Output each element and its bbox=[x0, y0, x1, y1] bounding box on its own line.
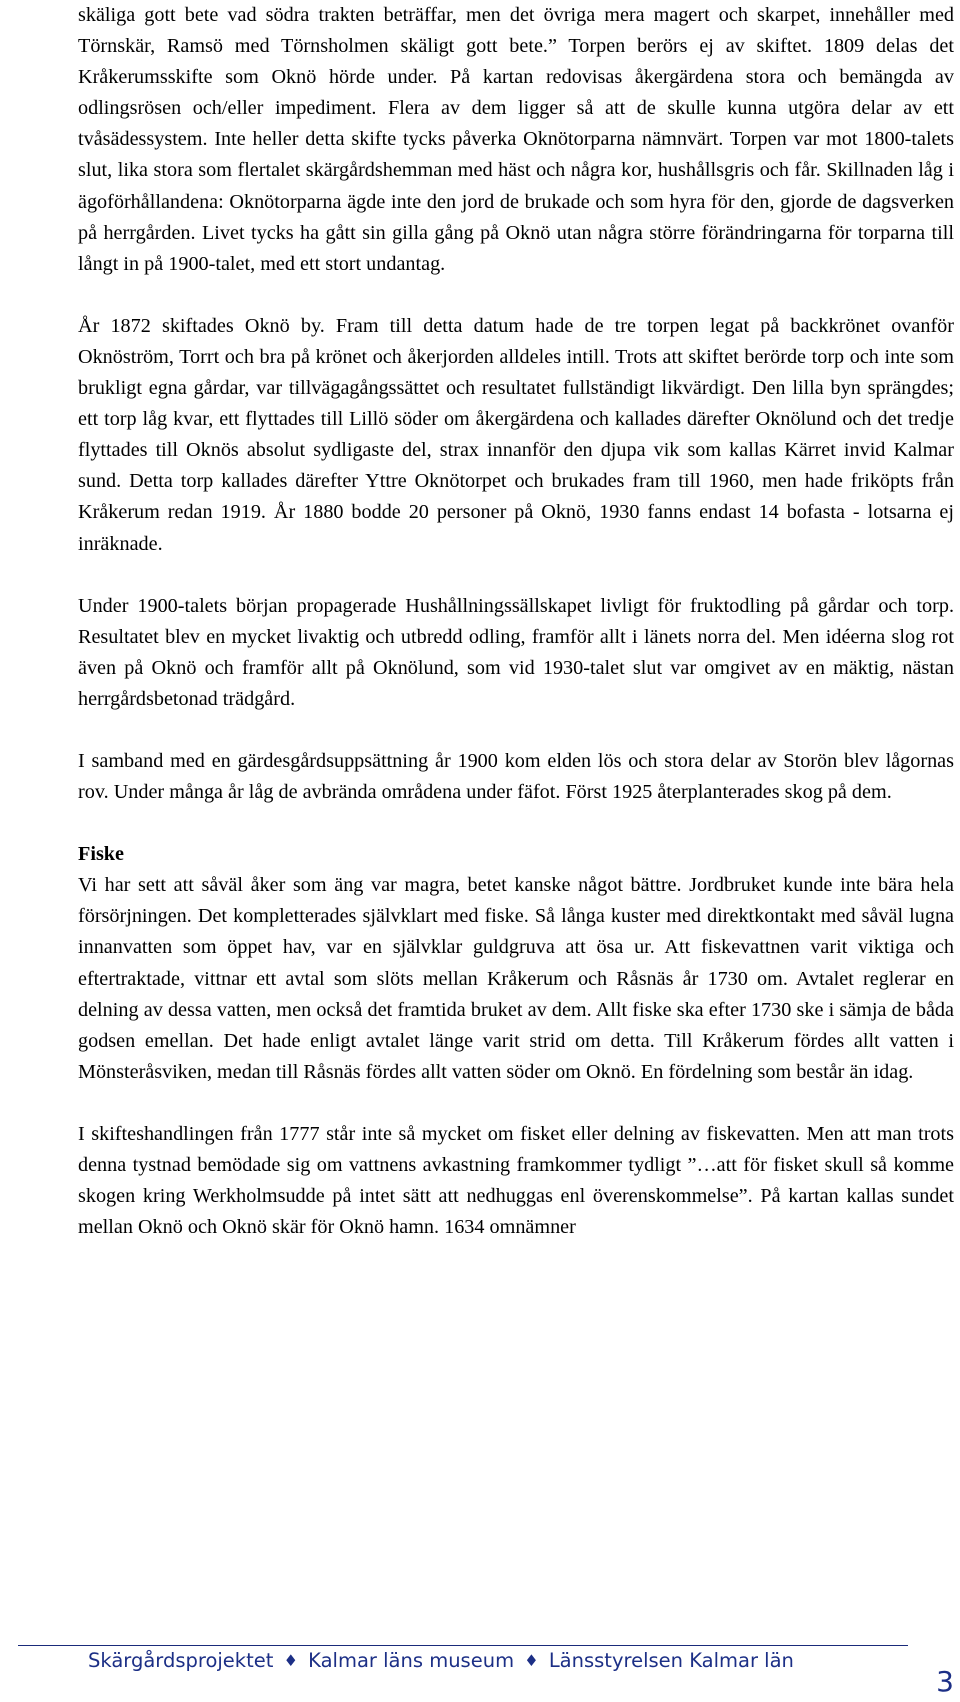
diamond-icon: ♦ bbox=[283, 1651, 298, 1670]
diamond-icon: ♦ bbox=[524, 1651, 539, 1670]
paragraph: Under 1900-talets början propagerade Hushållningssällskapet livligt för fruktodling på gårdar och torp. Resultatet blev en mycket livaktig och utbredd odling, framför allt i länets norra del. Men idéerna slog rot även på Oknö och framför allt på Oknölund, som vid 1930-talet slut var omgivet av en mäktig, nästan herrgårdsbetonad trädgård. bbox=[78, 594, 954, 710]
paragraph: Vi har sett att såväl åker som äng var magra, betet kanske något bättre. Jordbruket kunde inte bära hela försörjningen. Det kompletterades självklart med fiske. Så långa kuster med direktkontakt med såväl lugna innanvatten som öppet hav, var en självklar guldgruva att ösa ur. Att fiskevattnen varit viktiga och eftertraktade, vittnar ett avtal som slöts mellan Kråkerum och Råsnäs år 1730 om. Avtalet reglerar en delning av dessa vatten, men också det framtida bruket av dem. Allt fiske ska efter 1730 ske i sämja de båda godsen emellan. Det hade enligt avtalet länge varit strid om detta. Till Kråkerum fördes allt vatten i Mönsteråsviken, medan till Råsnäs fördes allt vatten söder om Oknö. En fördelning som består än idag. bbox=[78, 874, 954, 1083]
document-body bbox=[78, 0, 954, 1274]
paragraph: År 1872 skiftades Oknö by. Fram till detta datum hade de tre torpen legat på backkrönet ovanför Oknöström, Torrt och bra på krönet och åkerjorden alldeles intill. Trots att skiftet berörde torp och inte som brukligt egna gårdar, var tillvägagångssättet och resultatet fullständigt likvärdigt. Den lilla byn sprängdes; ett torp låg kvar, ett flyttades till Lillö söder om åkergärdena och kallades därefter Oknölund och det tredje flyttades till Oknös absolut sydligaste del, strax innanför den djupa vik som kallas Kärret invid Kalmar sund. Detta torp kallades därefter Yttre Oknötorpet och brukades fram till 1960, men hade friköpts från Kråkerum redan 1919. År 1880 bodde 20 personer på Oknö, 1930 fanns endast 14 bofasta - lotsarna ej inräknade. bbox=[78, 314, 954, 555]
paragraph: I samband med en gärdesgårdsuppsättning år 1900 kom elden lös och stora delar av Storön blev lågornas rov. Under många år låg de avbrända områdena under fäfot. Först 1925 återplanterades skog på dem. bbox=[78, 749, 954, 804]
footer-museum-name: Kalmar läns museum bbox=[308, 1649, 515, 1672]
footer-county-board-name: Länsstyrelsen Kalmar län bbox=[548, 1649, 794, 1672]
footer bbox=[88, 1648, 794, 1675]
section-heading-fiske: Fiske bbox=[78, 843, 124, 866]
paragraph: I skifteshandlingen från 1777 står inte så mycket om fisket eller delning av fiskevatten. Men att man trots denna tystnad bemödade sig om vattnens avkastning framkommer tydligt ”…att för fisket skull så komme skogen kring Werkholmsudde på intet sätt att nedhuggas enl överenskommelse”. På kartan kallas sundet mellan Oknö och Oknö skär för Oknö hamn. 1634 omnämner bbox=[78, 1122, 954, 1239]
footer-project-name: Skärgårdsprojektet bbox=[88, 1649, 274, 1672]
footer-divider bbox=[18, 1645, 908, 1646]
paragraph: skäliga gott bete vad södra trakten beträffar, men det övriga mera magert och skarpet, innehåller med Törnskär, Ramsö med Törnsholmen skäligt gott bete.” Torpen berörs ej av skiftet. 1809 delas det Kråkerumsskifte som Oknö hörde under. På kartan redovisas åkergärdena stora och bemängda av odlingsrösen och/eller impediment. Flera av dem ligger så att de skulle kunna utgöra delar av ett tvåsädessystem. Inte heller detta skifte tycks påverka Oknötorparna nämnvärt. Torpen var mot 1800-talets slut, lika stora som flertalet skärgårdshemman med häst och några kor, hushållsgris och får. Skillnaden låg i ägoförhållandena: Oknötorparna ägde inte den jord de brukade och som hyra för den, gjorde de dagsverken på herrgården. Livet tycks ha gått sin gilla gång på Oknö utan några större förändringarna för torparna till långt in på 1900-talet, med ett stort undantag. bbox=[78, 4, 954, 275]
page-number: 3 bbox=[936, 1665, 954, 1698]
